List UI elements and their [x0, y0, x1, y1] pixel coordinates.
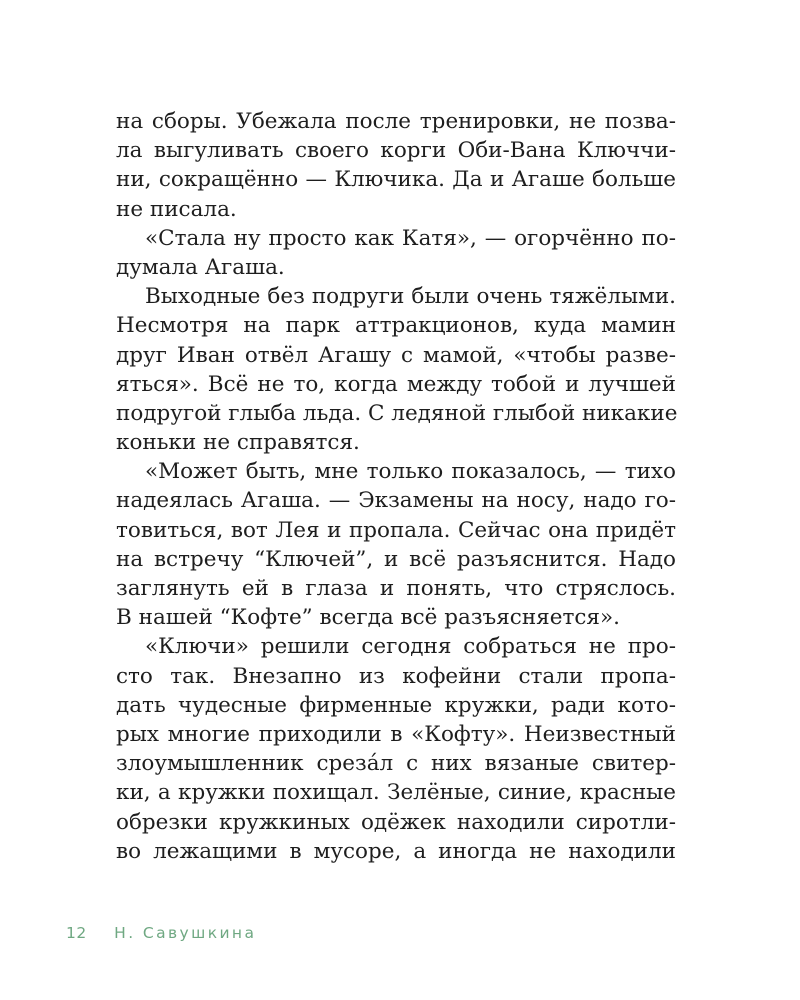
text-line: во лежащими в мусоре, а иногда не находили [116, 838, 676, 864]
text-line: подругой глыба льда. С ледяной глыбой никакие [116, 400, 678, 426]
text-line: друг Иван отвёл Агашу с мамой, «чтобы разве- [116, 342, 676, 368]
text-line: на сборы. Убежала после тренировки, не позва- [116, 109, 676, 134]
text-line: Выходные без подруги были очень тяжёлыми. [145, 284, 676, 310]
text-line: ла выгуливать своего корги Оби-Вана Ключчи- [116, 138, 676, 164]
text-line: думала Агаша. [116, 254, 285, 280]
text-line: надеялась Агаша. — Экзамены на носу, надо го- [116, 488, 676, 514]
text-line: дать чудесные фирменные кружки, ради кото- [116, 692, 676, 718]
text-line: не писала. [116, 196, 237, 222]
text-line: ки, а кружки похищал. Зелёные, синие, красные [116, 780, 676, 806]
text-line: заглянуть ей в глаза и понять, что стряслось. [116, 576, 676, 601]
text-line: товиться, вот Лея и пропала. Сейчас она придёт [116, 517, 676, 543]
page-number: 12 [66, 924, 87, 942]
text-line: В нашей “Кофте” всегда всё разъясняется». [116, 605, 620, 631]
text-line: «Может быть, мне только показалось, — тихо [145, 459, 676, 485]
text-line: «Стала ну просто как Катя», — огорчённо по- [145, 225, 676, 251]
body-text [116, 107, 676, 866]
text-line: ни, сокращённо — Ключика. Да и Агаше больше [116, 167, 676, 193]
text-line: злоумышленник срезáл с них вязаные свитер- [116, 751, 676, 777]
text-line: коньки не справятся. [116, 430, 360, 456]
text-line: Несмотря на парк аттракционов, куда мамин [116, 313, 676, 339]
text-line: яться». Всё не то, когда между тобой и лучшей [116, 371, 676, 397]
text-line: на встречу “Ключей”, и всё разъяснится. Надо [116, 546, 676, 572]
page-footer [66, 924, 256, 942]
text-line: «Ключи» решили сегодня собраться не про- [145, 634, 676, 660]
text-line: сто так. Внезапно из кофейни стали пропа- [116, 663, 676, 689]
author-name: Н. Савушкина [114, 924, 257, 942]
text-line: рых многие приходили в «Кофту». Неизвестный [116, 721, 676, 747]
text-line: обрезки кружкиных одёжек находили сиротли- [116, 809, 676, 835]
